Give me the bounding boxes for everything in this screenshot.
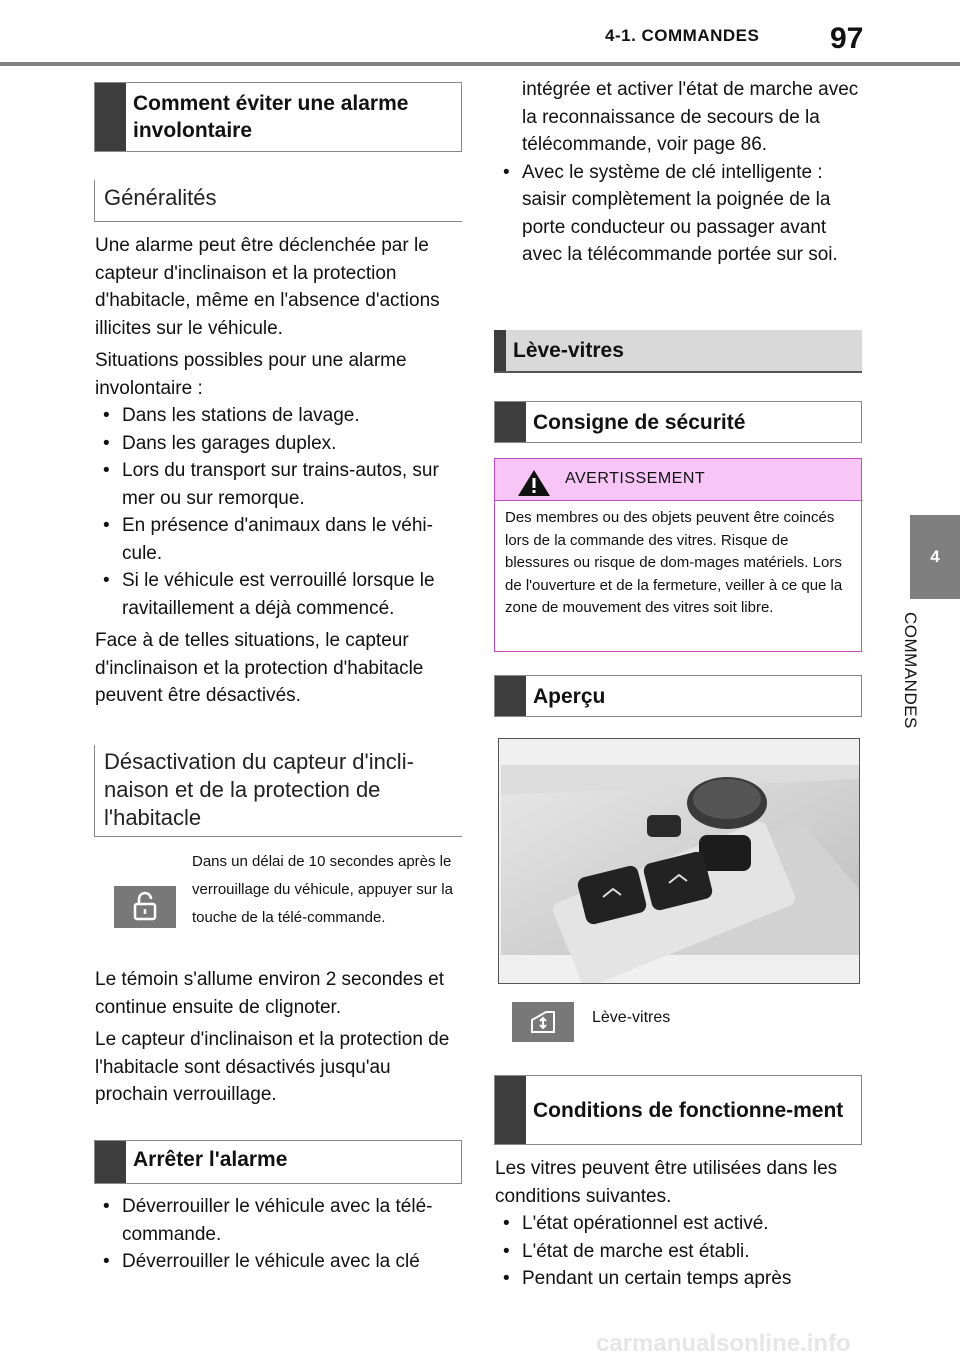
warning-box (494, 458, 862, 652)
heading-alarm-text: Comment éviter une alarme involontaire (133, 92, 409, 142)
header-rule (0, 62, 960, 66)
list-item: • L'état opérationnel est activé. (495, 1210, 863, 1238)
heading-bar (495, 402, 526, 442)
chapter-tab: 4 (910, 515, 960, 599)
para-5: Le capteur d'inclinaison et la protection de l'habitacle sont désactivés jusqu'au prochain verrouillage. (95, 1029, 450, 1105)
list-item: • Déverrouiller le véhicule avec la télé-commande. (95, 1193, 463, 1248)
heading-bar (95, 1141, 126, 1183)
page-number: 97 (830, 22, 864, 55)
heading-safety (494, 401, 862, 443)
window-switch-icon-svg (512, 1002, 574, 1042)
para-2: Situations possibles pour une alarme involontaire : (95, 350, 407, 399)
heading-windows-text: Lève-vitres (513, 339, 624, 362)
stop-list-block (95, 1193, 463, 1276)
lock-instruction: Dans un délai de 10 secondes après le verrouillage du véhicule, appuyer sur la touche de la télé-commande. (192, 853, 453, 926)
heading-stop-text: Arrêter l'alarme (133, 1147, 288, 1171)
continued-list (495, 159, 863, 269)
list-item: • Lors du transport sur trains-autos, sur mer ou sur remorque. (95, 457, 463, 512)
para-1: Une alarme peut être déclenchée par le capteur d'inclinaison et la protection d'habitacle, même en l'absence d'actions illicites sur le véhicule. (95, 235, 440, 339)
situations-list (95, 402, 463, 622)
continued-text (495, 76, 863, 269)
window-switch-icon (512, 1002, 574, 1042)
list-item: • Si le véhicule est verrouillé lorsque le ravitaillement a déjà commencé. (95, 567, 463, 622)
list-item: • Déverrouiller le véhicule avec la clé (95, 1248, 463, 1276)
window-switch-photo (498, 738, 860, 984)
window-switch-label: Lève-vitres (592, 1009, 671, 1026)
para-3: Face à de telles situations, le capteur d'inclinaison et la protection d'habitacle peuvent être désactivés. (95, 630, 424, 706)
list-item: • Dans les garages duplex. (95, 430, 463, 458)
para-4: Le témoin s'allume environ 2 secondes et continue ensuite de clignoter. (95, 969, 444, 1018)
warning-header (495, 459, 861, 501)
heading-alarm (94, 82, 462, 152)
warning-text: Des membres ou des objets peuvent être coincés lors de la commande des vitres. Risque de blessures ou risque de dom-mages matériels. Lors de l'ouverture et de la fermeture, veiller à ce que la zone de mouvement des vitres soit libre. (505, 509, 843, 616)
list-item: • Dans les stations de lavage. (95, 402, 463, 430)
lock-icon-svg (114, 886, 176, 928)
watermark: carmanualsonline.info (596, 1330, 851, 1357)
section-title: 4-1. COMMANDES (605, 26, 760, 45)
heading-safety-text: Consigne de sécurité (533, 410, 746, 434)
heading-bar (95, 83, 126, 151)
warning-icon (517, 469, 551, 497)
list-item: • L'état de marche est établi. (495, 1238, 863, 1266)
continued-para: intégrée et activer l'état de marche avec la reconnaissance de secours de la télécommande, voir page 86. (522, 79, 859, 155)
heading-overview-text: Aperçu (533, 684, 606, 708)
heading-bar (495, 1076, 526, 1144)
warning-title: AVERTISSEMENT (565, 470, 706, 487)
heading-overview (494, 675, 862, 717)
para-deactivate-result (95, 966, 463, 1109)
heading-conditions-text: Conditions de fonctionne-ment (533, 1098, 844, 1122)
window-switch-illustration (499, 739, 860, 984)
heading-conditions (494, 1075, 862, 1145)
chapter-label-text: COMMANDES (901, 612, 920, 729)
lock-icon (114, 886, 176, 928)
subheading-general: Généralités (94, 180, 462, 222)
conditions-para: Les vitres peuvent être utilisées dans les conditions suivantes. (495, 1158, 838, 1207)
heading-bar (494, 330, 506, 371)
list-item: • En présence d'animaux dans le véhi-cule. (95, 512, 463, 567)
subheading-deactivate: Désactivation du capteur d'incli-naison et de la protection de l'habitacle (94, 745, 462, 837)
list-item: • Pendant un certain temps après (495, 1265, 863, 1293)
heading-windows (494, 330, 862, 373)
para-intro (95, 232, 463, 710)
conditions-list (495, 1210, 863, 1293)
heading-bar (495, 676, 526, 716)
chapter-label (903, 600, 953, 750)
list-item: • Avec le système de clé intelligente : saisir complètement la poignée de la porte conducteur ou passager avant avec la télécommande portée sur soi. (495, 159, 863, 269)
heading-stop (94, 1140, 462, 1184)
conditions-block (495, 1155, 863, 1293)
stop-list (95, 1193, 463, 1276)
